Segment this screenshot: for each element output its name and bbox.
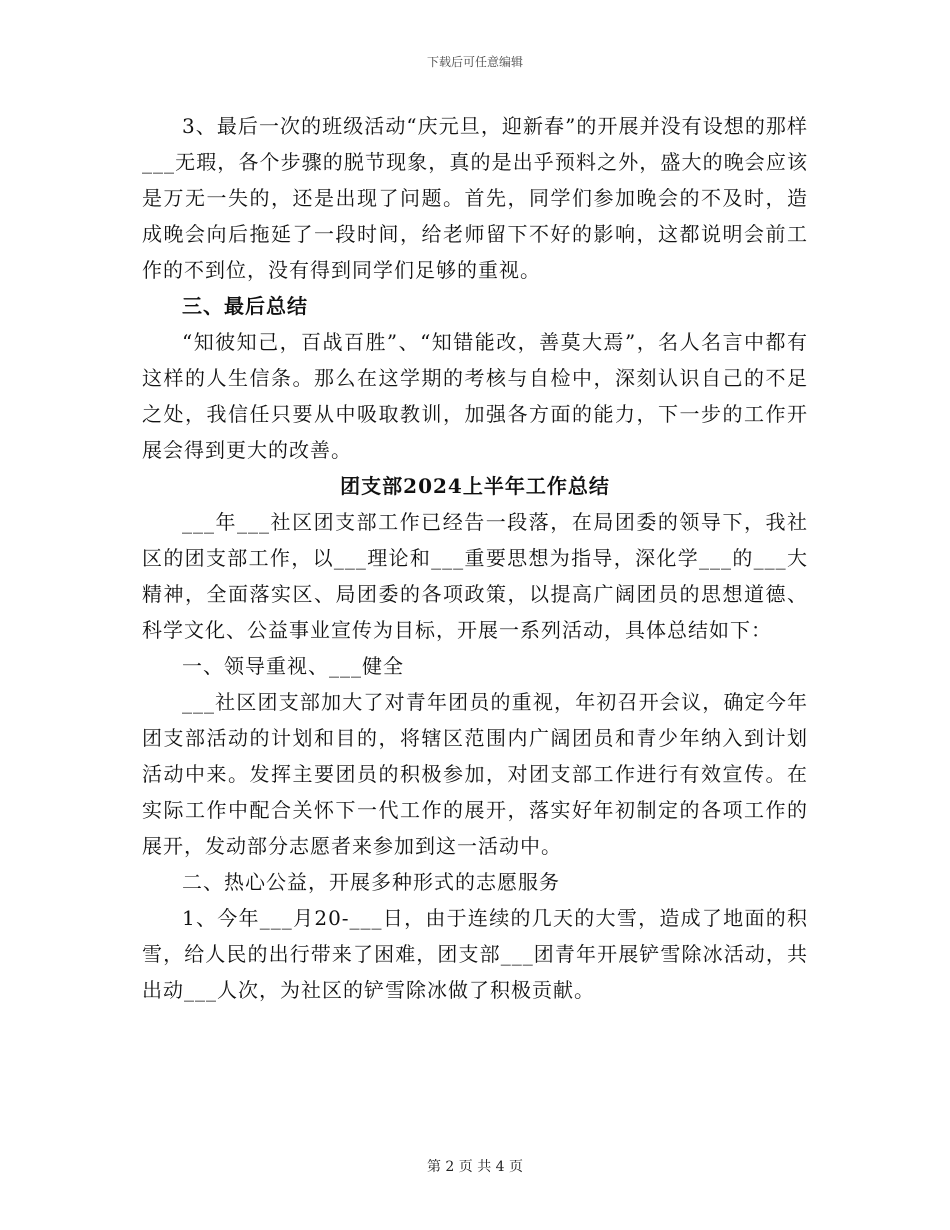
paragraph-leadership: ___社区团支部加大了对青年团员的重视，年初召开会议，确定今年团支部活动的计划和目的，将辖区范围内广阔团员和青少年纳入到计划活动中来。发挥主要团员的积极参加，对团支部工作进行有效宣传。在实际工作中配合关怀下一代工作的展开，落实好年初制定的各项工作的展开，发动部分志愿者来参加到这一活动中。 (142, 690, 808, 858)
section-heading-leadership: 一、领导重视、___健全 (182, 654, 404, 678)
paragraph-activity-3: 3、最后一次的班级活动“庆元旦，迎新春”的开展并没有设想的那样___无瑕，各个步骤的脱节现象，真的是出乎预料之外，盛大的晚会应该是万无一失的，还是出现了问题。首先，同学们参加晚会的不及时，造成晚会向后拖延了一段时间，给老师留下不好的影响，这都说明会前工作的不到位，没有得到同学们足够的重视。 (142, 114, 808, 282)
paragraph-summary: “知彼知己，百战百胜”、“知错能改，善莫大焉”，名人名言中都有这样的人生信条。那么在这学期的考核与自检中，深刻认识自己的不足之处，我信任只要从中吸取教训，加强各方面的能力，下一步的工作开展会得到更大的改善。 (142, 330, 808, 462)
page-footer: 第 2 页 共 4 页 (426, 1159, 524, 1175)
paragraph-snow-clearing: 1、今年___月20-___日，由于连续的几天的大雪，造成了地面的积雪，给人民的出行带来了困难，团支部___团青年开展铲雪除冰活动，共出动___人次，为社区的铲雪除冰做了积极贡献。 (142, 906, 808, 1002)
section-heading-volunteer: 二、热心公益，开展多种形式的志愿服务 (182, 870, 560, 894)
paragraph-intro: ___年___社区团支部工作已经告一段落，在局团委的领导下，我社区的团支部工作，以___理论和___重要思想为指导，深化学___的___大精神，全面落实区、局团委的各项政策，以提高广阔团员的思想道德、科学文化、公益事业宣传为目标，开展一系列活动，具体总结如下： (142, 510, 808, 642)
page-header: 下载后可任意编辑 (426, 55, 523, 69)
section-heading-summary: 三、最后总结 (182, 294, 308, 318)
document-body (142, 108, 808, 1008)
document-title: 团支部2024上半年工作总结 (340, 474, 610, 498)
